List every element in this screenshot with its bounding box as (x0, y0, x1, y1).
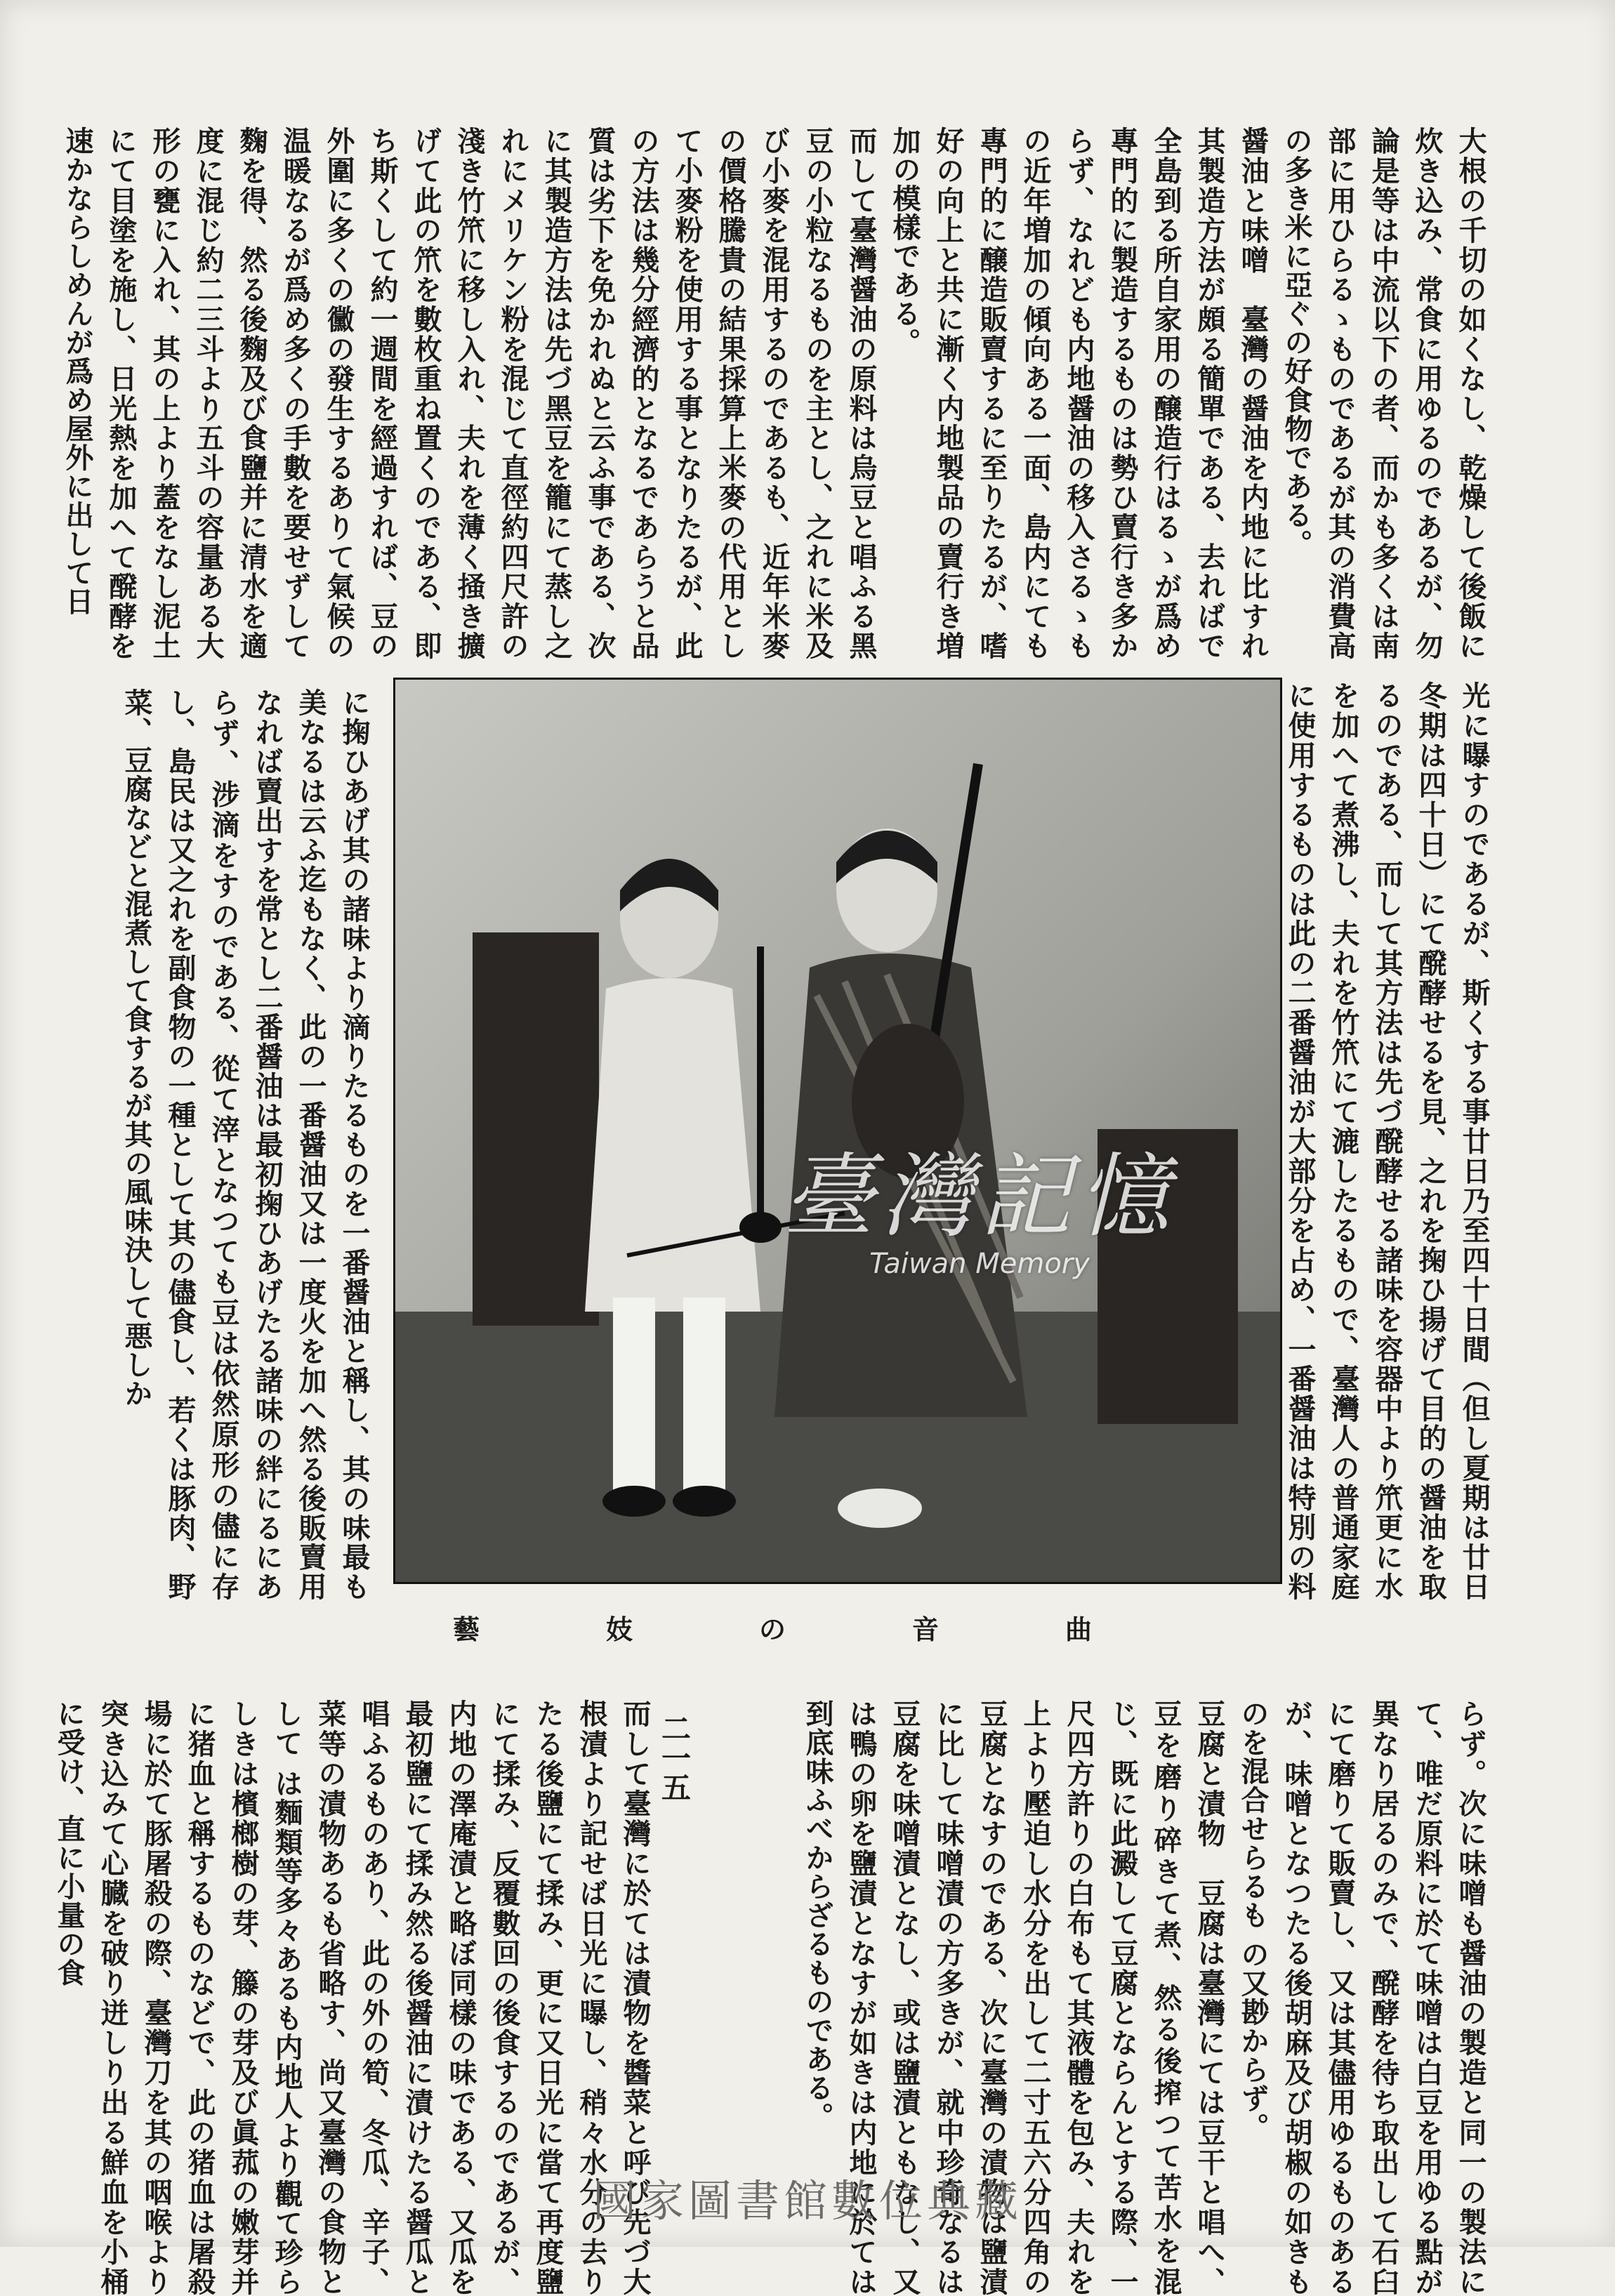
article-text-bottom-right: らず。次に味噌も醤油の製造と同一の製法にて、唯だ原料に於て味噌は白豆を用ゆる點が異なり居るのみで、醗酵を待ち取出して石臼にて磨りて販賣し、又は其儘用ゆるものあるが、味噌となつたる後胡麻及び胡椒の如きものを混合せらるも の又尠からず。 豆腐と漬物 豆腐は臺灣にては豆干と唱へ、豆を磨り碎きて煮、然る後搾つて苦水を混じ、既に此澱して豆腐とならんとする際、一尺四方許りの白布もて其液體を包み、夫れを上より壓迫し水分を出して二寸五六分四角の豆腐となすのである、次に臺灣の漬物は鹽漬に比して味噌漬の方多きが、就中珍奇なるは豆腐を味噌漬となし、或は鹽漬ともなし、又は鴨の卵を鹽漬となすが如きは内地に於ては到底味ふべからざるものである。 (801, 1699, 1487, 2296)
article-text-middle-left: に掬ひあげ其の諸味より滴りたるものを一番醤油と稱し、其の味最も美なるは云ふ迄もなく、此の一番醤油又は一度火を加へ然る後販賣用なれば賣出すを常とし二番醤油は最初掬ひあげたる諸味の絆にるにあらず、涉滴をすのである、從て滓となつても豆は依然原形の儘に存し、島民は又之れを副食物の一種として其の儘食し、若くは豚肉、野菜、豆腐などと混煮して食するが其の風味決して悪しか (120, 688, 371, 1602)
article-text-middle-right: 光に曝すのであるが、斯くする事廿日乃至四十日間（但し夏期は廿日冬期は四十日）にて醗酵せるを見、之れを掬ひ揚げて目的の醤油を取るのである、而して其方法は先づ醗酵せる諸味を容器中より笊更に水を加へて煮沸し、夫れを竹笊にて漉したるもので、臺灣人の普通家庭に使用するものは此の二番醤油が大部分を占め、一番醤油は特別の料 (1284, 681, 1491, 1601)
watermark-english: Taiwan Memory (869, 1248, 1090, 1280)
watermark (783, 1123, 1176, 1280)
article-text-top: 大根の千切の如くなし、乾燥して後飯に炊き込み、常食に用ゆるのであるが、勿論是等は中流以下の者、而かも多くは南部に用ひらるゝものであるが其の消費高の多き米に亞ぐの好食物である。 醤油と味噌 臺灣の醤油を内地に比すれ其製造方法が頗る簡單である、去ればで全島到る所自家用の醸造行はるゝが爲め專門的に製造するものは勢ひ賣行き多からず、なれども内地醤油の移入さるゝもの近年増加の傾向ある一面、島内にても專門的に醸造販賣するに至りたるが、嗜好の向上と共に漸く内地製品の賣行き増加の模樣である。 而して臺灣醤油の原料は烏豆と唱ふる黑豆の小粒なるものを主とし、之れに米及び小麥を混用するのであるも、近年米麥の價格騰貴の結果採算上米麥の代用として小麥粉を使用する事となりたるが、此の方法は幾分經濟的となるであらうと品質は劣下を免かれぬと云ふ事である、次に其製造方法は先づ黑豆を籠にて蒸し之れにメリケン粉を混じて直徑約四尺許の淺き竹笊に移し入れ、夫れを薄く掻き擴げて此の笊を數枚重ね置くのである、即ち斯くして約一週間を經過すれば、豆の外圍に多くの黴の發生するありて氣候の温暖なるが爲め多くの手數を要せずして麴を得、然る後麴及び食鹽并に清水を適度に混じ約二三斗より五斗の容量ある大形の甕に入れ、其の上より蓋をなし泥土にて目塗を施し、日光熱を加へて醗酵を速かならしめんが爲め屋外に出して日 (61, 126, 1487, 661)
watermark-chinese: 臺灣記憶 (783, 1143, 1177, 1250)
article-text-bottom-left: 而して臺灣に於ては漬物を醬菜と呼び先づ大根漬より記せば日光に曝し、稍々水分の去りたる後鹽にて揉み、更に又日光に當て再度鹽にて揉み、反覆數回の後食するのであるが、内地の澤庵漬と略ぼ同樣の味である、又瓜を最初鹽にて揉み然る後醤油に漬けたる醤瓜と唱ふるものあり、此の外の筍、冬瓜、辛子、菜等の漬物あるも省略す、尚又臺灣の食物として は麵類等多々あるも内地人より觀て珍らしきは檳榔樹の芽、籐の芽及び眞菰の嫩芽并に猪血と稱するものなどで、此の猪血は屠殺場に於て豚屠殺の際、臺灣刀を其の咽喉より突き込みて心臓を破り迸しり出る鮮血を小桶に受け、直に小量の食 (53, 1699, 652, 2296)
photo-caption: 藝妓の音曲 (452, 1614, 1218, 1645)
footer-collection-label: 國家圖書館數位典藏 (592, 2175, 1022, 2226)
page-number: 二一五 (657, 1713, 692, 1802)
